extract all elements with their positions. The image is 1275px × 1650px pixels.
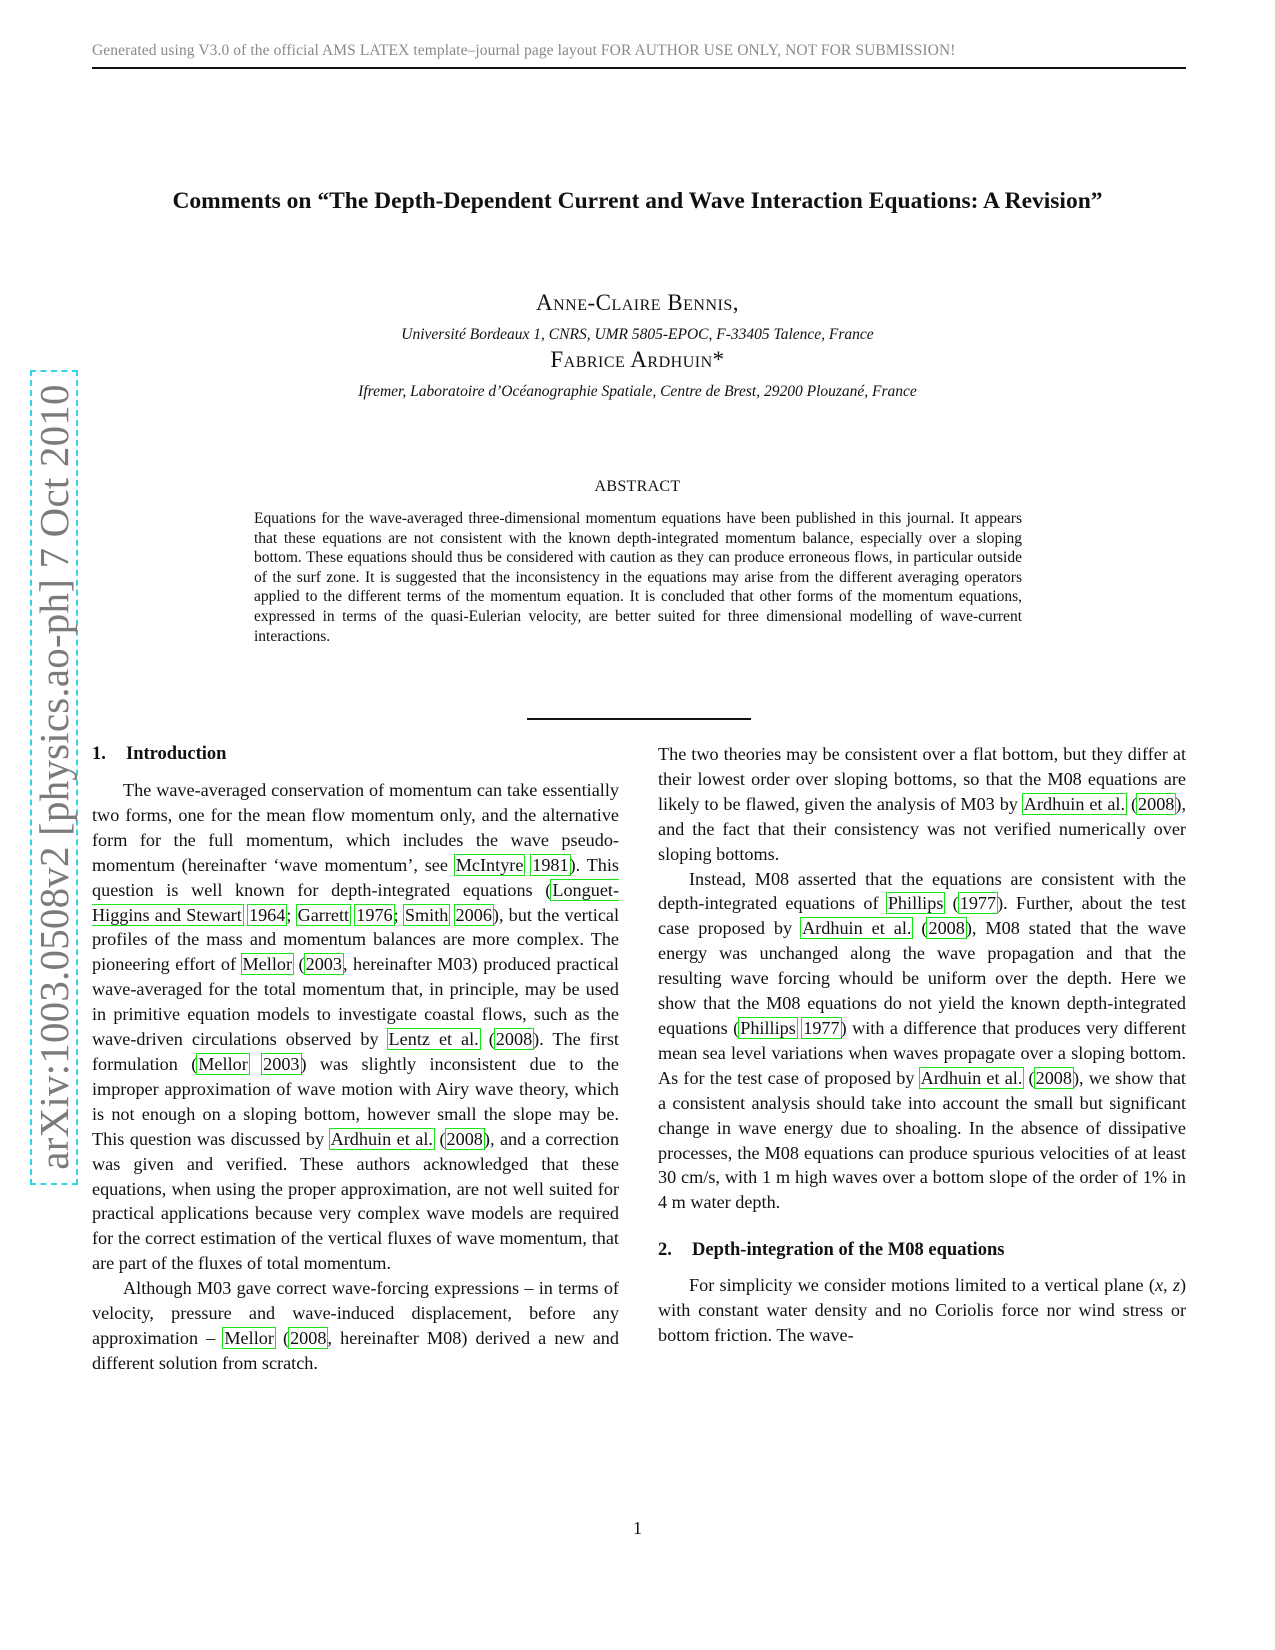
author-name-2: Fabrice Ardhuin* xyxy=(550,347,725,372)
text-run: ), and the fact that their consistency was not verified numerically over sloping bottoms. xyxy=(658,793,1186,864)
paper-title: Comments on “The Depth-Dependent Current and Wave Interaction Equations: A Revision” xyxy=(172,188,1103,214)
math-variables: x, z xyxy=(1154,1275,1180,1296)
text-run: ). The first formulation ( xyxy=(92,1029,619,1074)
text-run: ) with constant water density and no Coriolis force nor wind stress or bottom friction. The wave- xyxy=(658,1275,1186,1346)
text-run: , hereinafter M03) produced practical wave-averaged for the total momentum that, in principle, may be used in primitive equation models to investigate coastal flows, such as the wave-driven circulations observed by xyxy=(92,954,619,1050)
citation-link-ardhuin[interactable]: Ardhuin et al. xyxy=(920,1067,1023,1088)
text-run: ( xyxy=(1126,793,1138,814)
citation-link-ardhuin[interactable]: Ardhuin et al. xyxy=(330,1128,433,1149)
text-run: ( xyxy=(1023,1067,1035,1088)
abstract-heading: ABSTRACT xyxy=(594,478,681,495)
citation-link-mcintyre[interactable]: McIntyre xyxy=(455,854,524,875)
section-1-number: 1. xyxy=(92,744,106,764)
citation-link-ardhuin-year[interactable]: 2008 xyxy=(928,918,965,939)
author-affiliation-1: Université Bordeaux 1, CNRS, UMR 5805-EPOC, F-33405 Talence, France xyxy=(401,326,874,343)
text-run: The wave-averaged conservation of momentum can take essentially two forms, one for the mean flow momentum only, and the alternative form for the full momentum, which includes the wave pseudo-momentum (hereinafter ‘wave momentum’, see xyxy=(92,780,619,875)
text-run: ( xyxy=(912,918,928,939)
section-2-paragraph-1 xyxy=(658,1273,1186,1348)
citation-link-phillips-year[interactable]: 1977 xyxy=(803,1017,840,1038)
citation-link-smith-year[interactable]: 2006 xyxy=(455,904,492,925)
citation-link-longuet-higgins[interactable]: Longuet-Higgins and Stewart xyxy=(92,879,619,925)
citation-link-phillips[interactable]: Phillips xyxy=(740,1017,796,1038)
author-name-1: Anne-Claire Bennis, xyxy=(535,290,740,315)
citation-link-ardhuin[interactable]: Ardhuin et al. xyxy=(1023,793,1126,814)
section-2-heading xyxy=(658,1238,1186,1262)
citation-link-mcintyre-year[interactable]: 1981 xyxy=(532,854,569,875)
text-run: ) was slightly inconsistent due to the improper approximation of wave motion with Airy wave theory, which is not enough on a sloping bottom, however small the slope may be. This question was discussed by xyxy=(92,1053,619,1149)
text-run: Although M03 gave correct wave-forcing expressions – in terms of velocity, pressure and wave-induced displacement, before any approximation – xyxy=(92,1278,619,1348)
section-1-heading xyxy=(92,742,619,766)
intro-paragraph-1 xyxy=(92,778,619,1276)
text-run: ). This question is well known for depth-integrated equations ( xyxy=(92,854,619,900)
citation-link-smith[interactable]: Smith xyxy=(404,904,449,925)
text-run: ), but the vertical profiles of the mass and momentum balances are more complex. The pioneering effort of xyxy=(92,904,620,975)
right-column xyxy=(658,742,1186,1348)
intro-paragraph-4 xyxy=(658,867,1186,1216)
text-run: ), and a correction was given and verified. These authors acknowledged that these equations, when using the proper approximation, are not well suited for practical applications because very complex wave models are required for the correct estimation of the vertical fluxes of wave momentum, that are part of the fluxes of total momentum. xyxy=(92,1128,619,1274)
text-run: ( xyxy=(944,893,959,914)
text-run: The two theories may be consistent over a flat bottom, but they differ at their lowest order over sloping bottoms, so that the M08 equations are likely to be flawed, given the analysis of M03 by xyxy=(658,744,1186,814)
text-run: Instead, M08 asserted that the equations are consistent with the depth-integrated equations of xyxy=(658,868,1186,914)
text-run: ), M08 stated that the wave energy was unchanged along the wave propagation and that the resulting wave forcing whould be uniform over the depth. Here we show that the M08 equations do not yield the known depth-integrated equations ( xyxy=(658,918,1186,1038)
citation-link-ardhuin-year[interactable]: 2008 xyxy=(1138,793,1175,814)
template-header-note: Generated using V3.0 of the official AMS LATEX template–journal page layout FOR AUTHOR USE ONLY, NOT FOR SUBMISSION! xyxy=(92,42,956,59)
intro-paragraph-2 xyxy=(92,1276,619,1376)
header-rule xyxy=(92,67,1186,69)
text-run: ( xyxy=(433,1128,446,1149)
text-run: , hereinafter M08) derived a new and different solution from scratch. xyxy=(92,1327,619,1373)
citation-link-mellor-2003[interactable]: 2003 xyxy=(263,1053,300,1074)
author-affiliation-2: Ifremer, Laboratoire d’Océanographie Spatiale, Centre de Brest, 29200 Plouzané, France xyxy=(358,383,917,400)
text-run: ). Further, about the test case proposed by xyxy=(658,893,1186,939)
citation-link-mellor[interactable]: Mellor xyxy=(198,1053,248,1074)
text-run: ), we show that a consistent analysis should take into account the small but significant change in wave energy due to shoaling. In the absence of dissipative processes, the M08 equations can produce spurious velocities of at least 30 cm/s, with 1 m high waves over a bottom slope of the order of 1% in 4 m water depth. xyxy=(658,1067,1186,1213)
text-run: ; xyxy=(393,904,404,925)
citation-link-phillips[interactable]: Phillips xyxy=(887,893,944,914)
arxiv-identifier: arXiv:1003.0508v2 [physics.ao-ph] 7 Oct 2010 xyxy=(31,384,77,1170)
citation-link-phillips-year[interactable]: 1977 xyxy=(959,893,997,914)
text-run: For simplicity we consider motions limited to a vertical plane ( xyxy=(689,1275,1155,1296)
citation-link-garrett[interactable]: Garrett xyxy=(297,904,350,925)
citation-link-mellor-2003[interactable]: 2003 xyxy=(305,954,342,975)
abstract-rule xyxy=(527,718,751,720)
citation-link-mellor[interactable]: Mellor xyxy=(242,954,293,975)
citation-link-mellor-2008[interactable]: 2008 xyxy=(290,1327,327,1348)
text-run: ) with a difference that produces very different mean sea level variations when waves propagate over a sloping bottom. As for the test case of proposed by xyxy=(658,1017,1187,1088)
section-2-title: Depth-integration of the M08 equations xyxy=(692,1240,1005,1261)
text-run: ; xyxy=(286,904,297,925)
section-1-title: Introduction xyxy=(126,744,227,764)
citation-link-ardhuin-year[interactable]: 2008 xyxy=(446,1128,483,1149)
text-run: ( xyxy=(274,1327,290,1348)
citation-link-garrett-year[interactable]: 1976 xyxy=(356,904,393,925)
citation-link-ardhuin-year[interactable]: 2008 xyxy=(1035,1067,1072,1088)
section-2-number: 2. xyxy=(658,1240,672,1261)
citation-link-ardhuin[interactable]: Ardhuin et al. xyxy=(802,918,912,939)
abstract-text: Equations for the wave-averaged three-dimensional momentum equations have been published in this journal. It appears that these equations are not consistent with the known depth-integrated momentum balance, especially over a sloping bottom. These equations should thus be considered with caution as they can produce erroneous flows, in particular outside of the surf zone. It is suggested that the inconsistency in the equations may arise from the different averaging operators applied to the different terms of the momentum equation. It is concluded that other forms of the momentum equations, expressed in terms of the quasi-Eulerian velocity, are better suited for three dimensional modelling of wave-current interactions. xyxy=(254,510,1022,645)
text-run: ( xyxy=(479,1029,495,1050)
text-run: ( xyxy=(293,954,305,975)
citation-link-longuet-higgins-year[interactable]: 1964 xyxy=(248,904,286,925)
left-column xyxy=(92,742,619,1376)
citation-link-mellor[interactable]: Mellor xyxy=(224,1327,274,1348)
page-number: 1 xyxy=(633,1518,642,1538)
citation-link-lentz-year[interactable]: 2008 xyxy=(495,1029,533,1050)
citation-link-lentz[interactable]: Lentz et al. xyxy=(388,1029,479,1050)
intro-paragraph-3 xyxy=(658,742,1186,867)
